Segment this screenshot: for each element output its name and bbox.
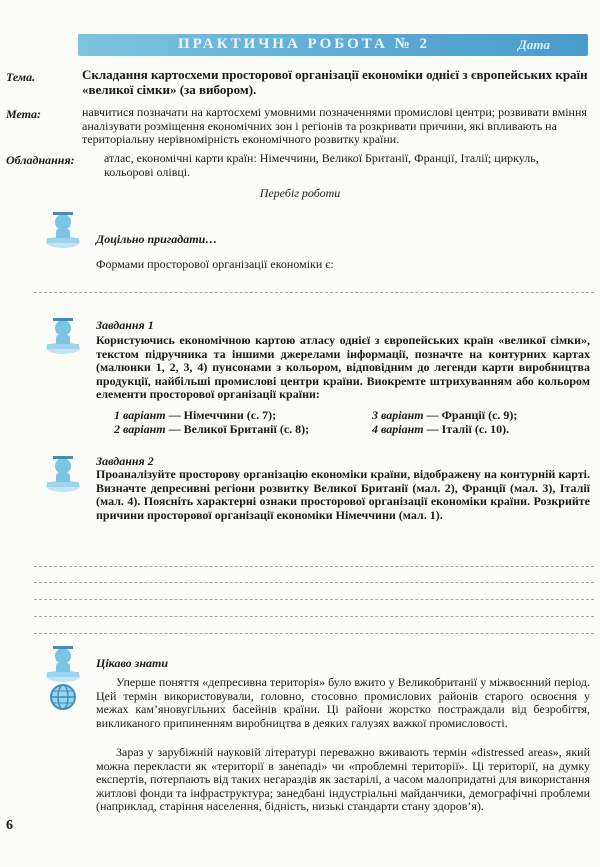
goal-text: навчитися позначати на картосхемі умовними позначеннями промислові центри; розвивати вміння аналізувати розміщення економічних зон і регіонів та розкривати причини, які впливають на територіальну нерівномірність економічного розвитку країни.: [82, 105, 587, 146]
topic-label: Тема.: [6, 70, 36, 84]
student-mascot-icon: [44, 452, 82, 494]
interesting-paragraph-1: Уперше поняття «депресивна територія» було вжито у Великобританії у міжвоєнний період. Цей термін використовували, головно, стосовно промислових районів старого освоєння у межах кам’яновугільних басейнів країни. Ці райони жорстко постраждали від безробіття, викликаного припиненням виробництва в деяких галузях важкої промисловості.: [96, 675, 590, 730]
variant-text: — Італії (с. 10).: [423, 422, 510, 436]
answer-line: [34, 633, 594, 634]
topic-text: Складання картосхеми просторової організації економіки однієї з європейських країн «великої сімки» (за вибором).: [82, 67, 588, 97]
student-mascot-icon: [44, 208, 82, 250]
student-mascot-icon: [44, 314, 82, 356]
equipment-text: атлас, економічні карти країн: Німеччини, Великої Британії, Франції, Італії; циркуль, кольорові олівці.: [104, 151, 539, 179]
banner-title: ПРАКТИЧНА РОБОТА № 2: [178, 36, 430, 52]
answer-line: [34, 616, 594, 617]
student-mascot-icon: [44, 642, 82, 684]
task1-title: Завдання 1: [96, 318, 154, 332]
banner-date: Дата: [518, 37, 550, 52]
answer-line: [34, 582, 594, 583]
variant-2: [114, 422, 309, 437]
variant-3: [372, 408, 517, 423]
interesting-title: Цікаво знати: [96, 656, 169, 670]
equipment-label: Обладнання:: [6, 153, 75, 167]
task2-title: Завдання 2: [96, 454, 154, 468]
variant-label: 4 варіант: [372, 422, 424, 436]
variant-label: 2 варіант: [114, 422, 166, 436]
variant-text: — Великої Британії (с. 8);: [165, 422, 310, 436]
recall-title: Доцільно пригадати…: [96, 232, 218, 246]
header-banner: [78, 34, 588, 56]
variant-text: — Франції (с. 9);: [423, 408, 518, 422]
answer-line: [34, 566, 594, 567]
variant-label: 1 варіант: [114, 408, 166, 422]
variant-text: — Німеччини (с. 7);: [165, 408, 277, 422]
interesting-paragraph-2: Зараз у зарубіжній науковій літературі переважно вживають термін «distressed areas», який можна перекласти як «території в занепаді» чи «проблемні території». Ці території, на думку експертів, потерпають від таких негараздів як застарілі, а часом малопридатні для використання житлові фонди та інфраструктура; занедбані індустріальні майданчики, демографічні проблеми (наприклад, старіння населення, бідність, низькі стандарти стану здоров’я).: [96, 745, 590, 813]
task2-text: Проаналізуйте просторову організацію економіки країни, відображену на контурній карті. Визначте депресивні регіони розвитку Великої Британії (мал. 2), Франції (мал. 3), Італії (мал. 4). Поясніть характерні ознаки просторової організації економіки країни. Розкрийте причини просторової організації економіки Німеччини (мал. 1).: [96, 467, 590, 522]
variant-4: [372, 422, 509, 437]
variant-label: 3 варіант: [372, 408, 424, 422]
page-number: 6: [6, 818, 13, 833]
recall-text: Формами просторової організації економіки є:: [96, 257, 334, 271]
answer-line: [34, 292, 594, 293]
variant-1: [114, 408, 276, 423]
progress-heading: Перебіг роботи: [259, 186, 341, 200]
globe-icon: [48, 682, 78, 712]
goal-label: Мета:: [6, 107, 41, 121]
answer-line: [34, 599, 594, 600]
task1-text: Користуючись економічною картою атласу однієї з європейських країн «великої сімки», текстом підручника та іншими джерелами інформації, позначте на контурних картах (малюнки 1, 2, 3, 4) пунсонами з кольором, відповідним до легенди карти виробництва продукції, найбільші промислові центри країни. Виокремте штрихуванням або кольором елементи просторової організації країни:: [96, 333, 590, 401]
